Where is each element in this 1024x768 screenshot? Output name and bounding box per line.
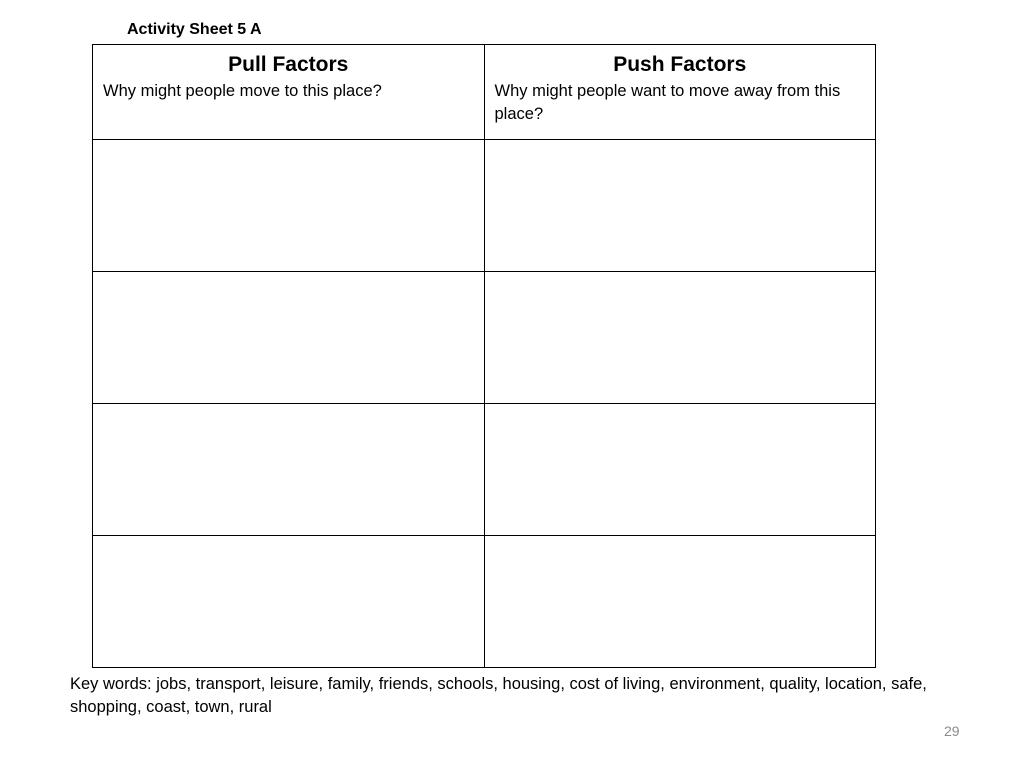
- header-row: [93, 45, 876, 140]
- pull-answer-cell[interactable]: [93, 272, 485, 404]
- table-row: [93, 140, 876, 272]
- factors-table: [92, 44, 876, 668]
- push-answer-cell[interactable]: [484, 140, 876, 272]
- table-row: [93, 272, 876, 404]
- table-row: [93, 404, 876, 536]
- pull-factors-header: [93, 45, 485, 140]
- push-answer-cell[interactable]: [484, 272, 876, 404]
- pull-answer-cell[interactable]: [93, 536, 485, 668]
- push-factors-question: Why might people want to move away from this place?: [494, 82, 841, 123]
- push-factors-heading: Push Factors: [613, 53, 747, 76]
- pull-factors-question: Why might people move to this place?: [103, 82, 382, 100]
- page-number: 29: [944, 723, 960, 739]
- sheet-title: Activity Sheet 5 A: [127, 21, 262, 38]
- push-factors-header: [484, 45, 876, 140]
- pull-answer-cell[interactable]: [93, 404, 485, 536]
- pull-answer-cell[interactable]: [93, 140, 485, 272]
- pull-factors-heading: Pull Factors: [228, 53, 349, 76]
- key-words-text: Key words: jobs, transport, leisure, family, friends, schools, housing, cost of living, environment, quality, location, safe, shopping, coast, town, rural: [70, 675, 927, 716]
- table-row: [93, 536, 876, 668]
- push-answer-cell[interactable]: [484, 536, 876, 668]
- push-answer-cell[interactable]: [484, 404, 876, 536]
